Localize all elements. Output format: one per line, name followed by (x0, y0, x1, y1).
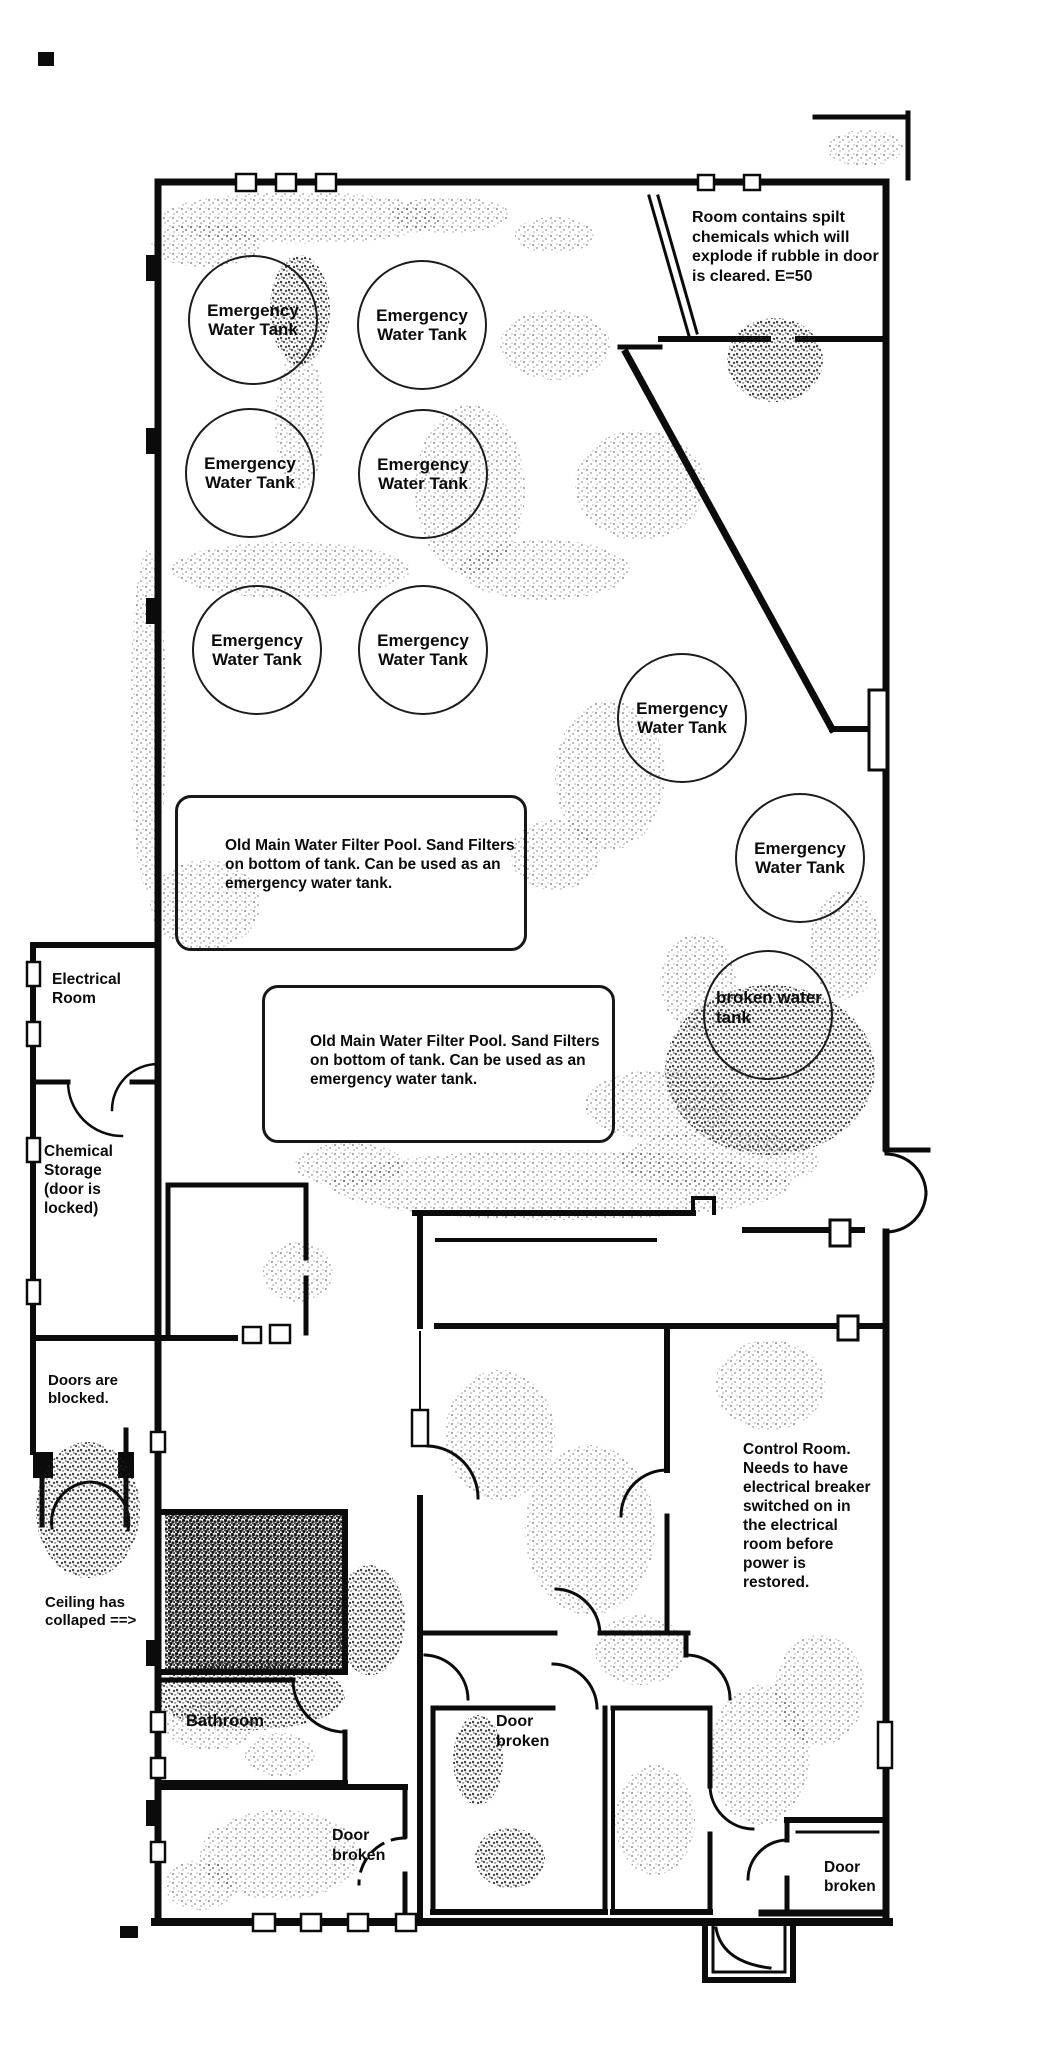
electrical-room-label: Electrical Room (52, 971, 121, 1007)
blocked-doors-rubble (36, 1442, 140, 1578)
door-broken-note: Door broken (824, 1859, 876, 1895)
broken-door-arc (748, 1840, 787, 1879)
collapsed-ceiling-rubble (165, 1515, 343, 1670)
doors-blocked-note: Doors are blocked. (48, 1372, 119, 1407)
tank-label: Emergency Water Tank (377, 455, 469, 493)
chemical-storage-label: Chemical Storage (door is locked) (44, 1143, 113, 1217)
electrical-room-door-arc (68, 1082, 122, 1136)
door-leaf-east (869, 690, 887, 770)
chemical-door-rubble (727, 318, 823, 402)
door-broken-note: Door broken (332, 1827, 386, 1864)
tank-label: Emergency Water Tank (636, 699, 728, 737)
filter-pool-note: Old Main Water Filter Pool. Sand Filters on bottom of tank. Can be used as an emergency water tank. (310, 1033, 600, 1088)
door-leaf-corridor (412, 1410, 428, 1446)
vestibule-door-arc (716, 1928, 770, 1968)
door-broken-note: Door broken (496, 1713, 550, 1750)
tank-label: Emergency Water Tank (207, 301, 299, 339)
tank-label: Emergency Water Tank (204, 454, 296, 492)
filter-pool-note: Old Main Water Filter Pool. Sand Filters on bottom of tank. Can be used as an emergency water tank. (225, 837, 515, 892)
ceiling-collapsed-note: Ceiling has collaped ==> (45, 1594, 137, 1629)
bathroom-label: Bathroom (186, 1712, 264, 1730)
tank-label: Emergency Water Tank (754, 839, 846, 877)
tank-label: Emergency Water Tank (211, 631, 303, 669)
tank-label: Emergency Water Tank (377, 631, 469, 669)
control-room-note: Control Room. Needs to have electrical breaker switched on in the electrical room before power is restored. (743, 1441, 871, 1591)
tank-label: Emergency Water Tank (376, 306, 468, 344)
chemical-room-note: Room contains spilt chemicals which will explode if rubble in door is cleared. E=50 (692, 209, 879, 285)
broken-tank-label: broken water tank (716, 988, 822, 1027)
